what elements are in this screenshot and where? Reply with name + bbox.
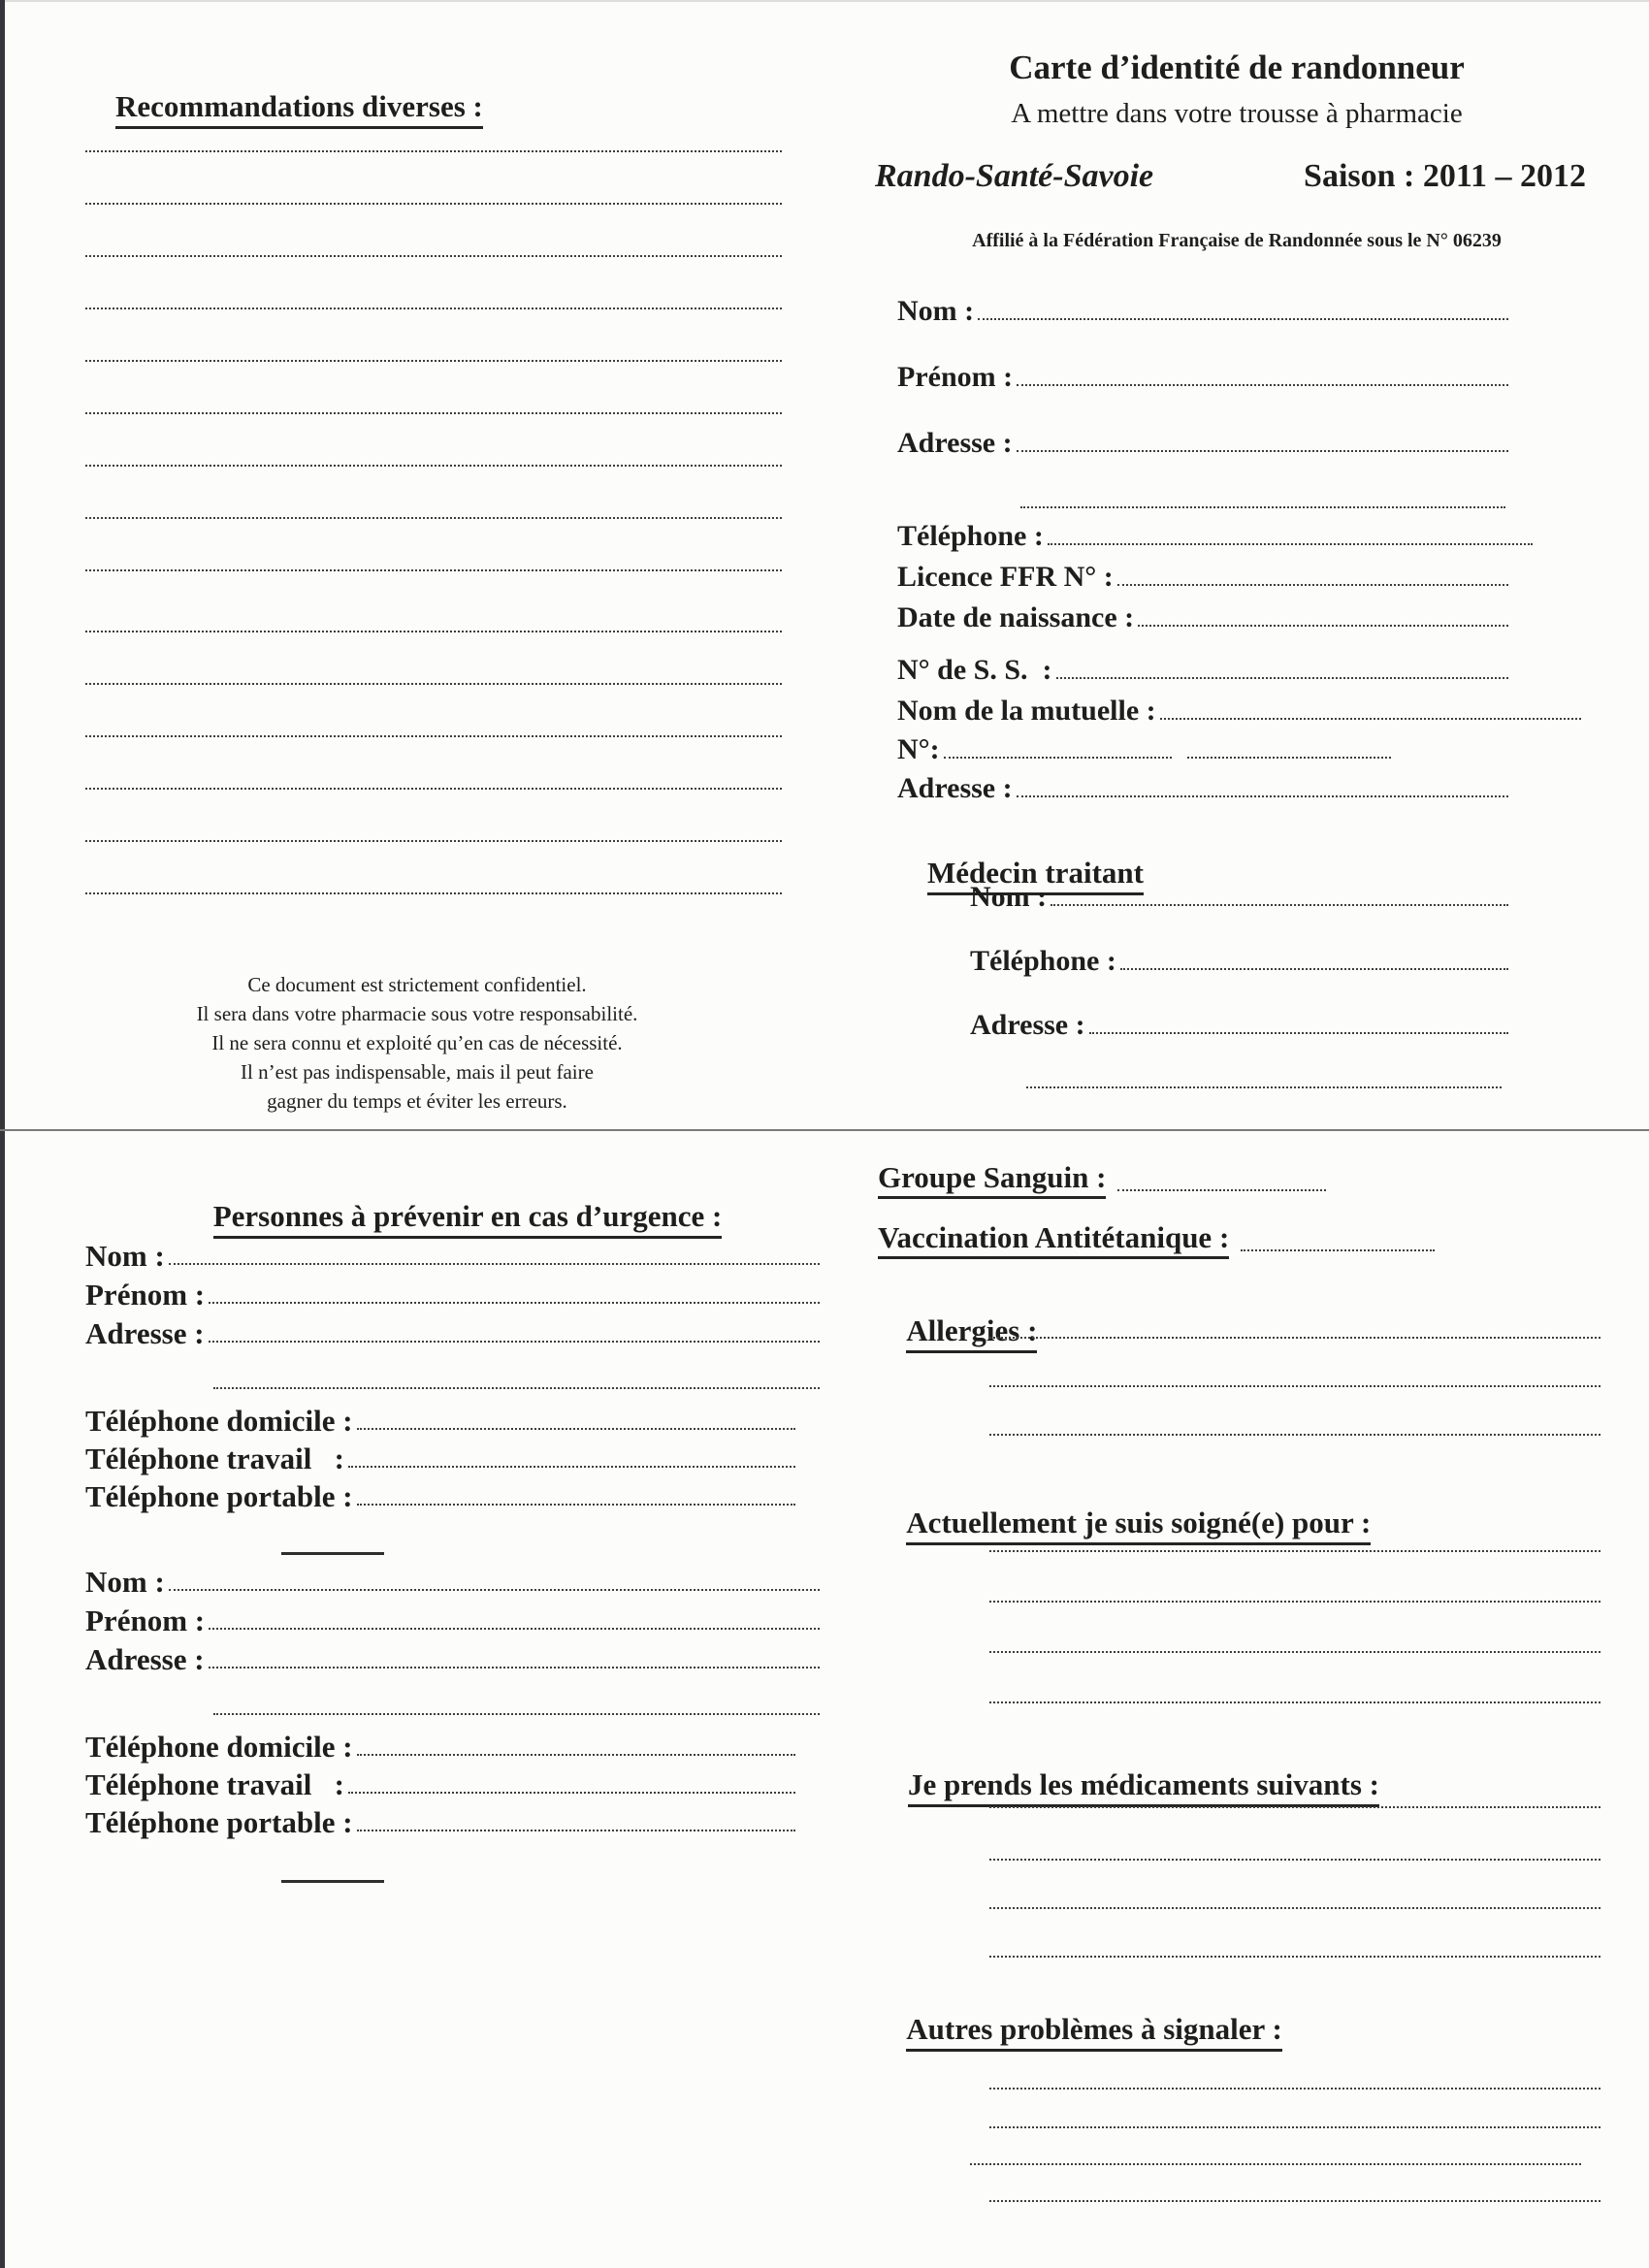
contact-label-tel-domicile: Téléphone domicile :	[85, 1730, 353, 1764]
contact-label-tel-portable: Téléphone portable :	[85, 1479, 353, 1513]
contact1-row-adresse	[85, 1312, 820, 1348]
organization-name: Rando-Santé-Savoie	[875, 158, 1154, 194]
field-label-licence: Licence FFR N° :	[897, 561, 1114, 593]
field-label-mutuelle-adresse: Adresse :	[897, 772, 1013, 804]
writing-line	[1020, 506, 1505, 508]
field-dotted-line	[357, 1428, 795, 1430]
other-problems-heading	[878, 1977, 1282, 2082]
field-dotted-line	[209, 1341, 820, 1343]
writing-line	[970, 2163, 1581, 2165]
field-row-medecin-telephone	[970, 937, 1591, 976]
tetanus-vaccination-label: Vaccination Antitétanique :	[878, 1222, 1229, 1259]
field-dotted-line	[169, 1589, 820, 1591]
recommendations-ruled-lines-group1	[85, 100, 782, 571]
contact2-row-tel-travail	[85, 1763, 820, 1799]
writing-line	[989, 1907, 1600, 1909]
section-divider	[0, 1129, 1649, 1131]
field-dotted-line	[1120, 968, 1508, 970]
confidential-note-line: Il n’est pas indispensable, mais il peut faire	[241, 1060, 594, 1084]
field-row-licence	[897, 553, 1591, 592]
field-label-adresse: Adresse :	[897, 427, 1013, 459]
writing-line	[989, 1651, 1600, 1653]
writing-line	[85, 632, 782, 685]
field-dotted-line	[1089, 1032, 1508, 1034]
writing-line	[85, 362, 782, 414]
field-dotted-line	[357, 1830, 795, 1831]
field-dotted-line	[1138, 625, 1508, 627]
writing-line	[85, 414, 782, 467]
confidential-note-line: Il ne sera connu et exploité qu’en cas de nécessité.	[211, 1031, 623, 1054]
field-dotted-line	[209, 1667, 820, 1669]
field-row-securite-sociale	[897, 646, 1591, 685]
confidential-note	[136, 970, 698, 1116]
writing-line	[85, 309, 782, 362]
field-dotted-line	[1056, 677, 1508, 679]
field-dotted-line	[1048, 543, 1533, 545]
contact2-row-nom	[85, 1560, 820, 1597]
writing-line	[85, 685, 782, 737]
field-dotted-line	[357, 1754, 795, 1756]
field-dotted-line	[357, 1504, 795, 1506]
contact2-row-adresse	[85, 1637, 820, 1674]
contact2-row-tel-domicile	[85, 1725, 820, 1762]
contact-label-nom: Nom :	[85, 1239, 165, 1273]
card-title: Carte d’identité de randonneur	[1009, 49, 1465, 86]
current-treatment-heading	[878, 1471, 1371, 1575]
writing-line	[213, 1387, 820, 1389]
field-row-mutuelle-adresse	[897, 764, 1591, 803]
writing-line	[213, 1713, 820, 1715]
field-row-mutuelle	[897, 687, 1591, 726]
confidential-note-line: Il sera dans votre pharmacie sous votre responsabilité.	[196, 1002, 638, 1025]
writing-line	[85, 842, 782, 894]
field-row-adresse	[897, 419, 1591, 458]
writing-line	[989, 1956, 1600, 1958]
contact1-row-nom	[85, 1234, 820, 1271]
field-label-telephone: Téléphone :	[897, 520, 1044, 552]
writing-line	[85, 205, 782, 257]
field-dotted-line	[1017, 450, 1508, 452]
writing-line	[989, 2088, 1600, 2090]
card-subtitle: A mettre dans votre trousse à pharmacie	[1011, 98, 1463, 129]
field-label-medecin-nom: Nom :	[970, 881, 1048, 913]
scan-left-edge-artifact	[0, 0, 5, 2268]
writing-line	[989, 1701, 1600, 1703]
field-dotted-line	[1017, 795, 1508, 797]
contact-label-prenom: Prénom :	[85, 1604, 206, 1637]
field-row-medecin-adresse	[970, 1001, 1591, 1040]
writing-line	[989, 1601, 1600, 1603]
allergies-heading	[878, 1279, 1037, 1383]
field-label-medecin-adresse: Adresse :	[970, 1009, 1085, 1041]
field-label-nom: Nom :	[897, 295, 975, 327]
recommendations-heading-text: Recommandations diverses :	[115, 89, 483, 129]
field-dotted-line	[1187, 757, 1391, 759]
field-dotted-line	[944, 757, 1172, 759]
other-problems-heading-text: Autres problèmes à signaler :	[906, 2012, 1282, 2052]
field-row-telephone	[897, 512, 1591, 551]
contact-separator	[281, 1552, 384, 1555]
writing-line	[85, 257, 782, 309]
field-dotted-line	[348, 1792, 795, 1794]
writing-line	[989, 1806, 1600, 1808]
field-label-medecin-telephone: Téléphone :	[970, 945, 1116, 977]
medications-heading	[878, 1733, 1379, 1837]
contact1-row-tel-portable	[85, 1474, 820, 1511]
medecin-heading-text: Médecin traitant	[927, 856, 1144, 895]
writing-line	[989, 1434, 1600, 1436]
writing-line	[989, 1337, 1600, 1339]
field-row-mutuelle-numero	[897, 726, 1591, 764]
writing-line	[989, 2126, 1600, 2128]
field-label-securite-sociale: N° de S. S. :	[897, 654, 1052, 686]
field-label-mutuelle: Nom de la mutuelle :	[897, 695, 1156, 727]
field-dotted-line	[1117, 584, 1508, 586]
field-row-medecin-nom	[970, 873, 1591, 912]
field-dotted-line	[978, 318, 1508, 320]
tetanus-vaccination-row	[878, 1216, 1435, 1259]
affiliation-note: Affilié à la Fédération Française de Randonnée sous le N° 06239	[972, 230, 1502, 251]
current-treatment-heading-text: Actuellement je suis soigné(e) pour :	[906, 1506, 1371, 1545]
writing-line	[85, 100, 782, 152]
contact-label-nom: Nom :	[85, 1565, 165, 1599]
field-row-nom	[897, 287, 1591, 326]
writing-line	[85, 790, 782, 842]
writing-line	[85, 737, 782, 790]
field-row-prenom	[897, 353, 1591, 392]
contact-separator	[281, 1880, 384, 1883]
contact-label-tel-travail: Téléphone travail :	[85, 1442, 344, 1475]
contact-label-tel-portable: Téléphone portable :	[85, 1805, 353, 1839]
writing-line	[85, 152, 782, 205]
recommendations-ruled-lines-group2	[85, 580, 782, 894]
scan-top-edge-artifact	[0, 0, 1649, 2]
contact-label-adresse: Adresse :	[85, 1642, 205, 1676]
field-label-mutuelle-numero: N°:	[897, 733, 940, 765]
blood-group-label: Groupe Sanguin :	[878, 1162, 1106, 1199]
blood-group-row	[878, 1156, 1326, 1199]
contact-label-prenom: Prénom :	[85, 1278, 206, 1312]
emergency-heading-text: Personnes à prévenir en cas d’urgence :	[213, 1199, 723, 1239]
field-dotted-line	[209, 1302, 820, 1304]
writing-line	[989, 1385, 1600, 1387]
field-row-naissance	[897, 594, 1591, 632]
contact2-row-prenom	[85, 1599, 820, 1636]
field-label-prenom: Prénom :	[897, 361, 1014, 393]
field-dotted-line	[1051, 904, 1508, 906]
writing-line	[989, 2200, 1600, 2202]
confidential-note-line: gagner du temps et éviter les erreurs.	[267, 1089, 567, 1113]
field-dotted-line	[1117, 1189, 1326, 1191]
confidential-note-line: Ce document est strictement confidentiel.	[247, 973, 587, 996]
org-season-row	[875, 158, 1586, 195]
field-dotted-line	[169, 1263, 820, 1265]
season-label: Saison : 2011 – 2012	[1304, 158, 1586, 194]
contact-label-tel-domicile: Téléphone domicile :	[85, 1404, 353, 1438]
writing-line	[85, 467, 782, 519]
writing-line	[989, 1550, 1600, 1552]
contact1-row-prenom	[85, 1273, 820, 1310]
field-label-naissance: Date de naissance :	[897, 601, 1135, 633]
writing-line	[989, 1859, 1600, 1861]
field-dotted-line	[209, 1628, 820, 1630]
contact1-row-tel-travail	[85, 1437, 820, 1474]
medications-heading-text: Je prends les médicaments suivants :	[908, 1767, 1379, 1807]
writing-line	[1026, 1086, 1502, 1088]
contact-label-tel-travail: Téléphone travail :	[85, 1767, 344, 1801]
contact2-row-tel-portable	[85, 1800, 820, 1837]
field-dotted-line	[348, 1466, 795, 1468]
writing-line	[85, 580, 782, 632]
field-dotted-line	[1017, 384, 1508, 386]
field-dotted-line	[1241, 1249, 1435, 1251]
field-dotted-line	[1160, 718, 1581, 720]
writing-line	[85, 519, 782, 571]
contact1-row-tel-domicile	[85, 1399, 820, 1436]
contact-label-adresse: Adresse :	[85, 1316, 205, 1350]
allergies-heading-text: Allergies :	[906, 1313, 1037, 1353]
